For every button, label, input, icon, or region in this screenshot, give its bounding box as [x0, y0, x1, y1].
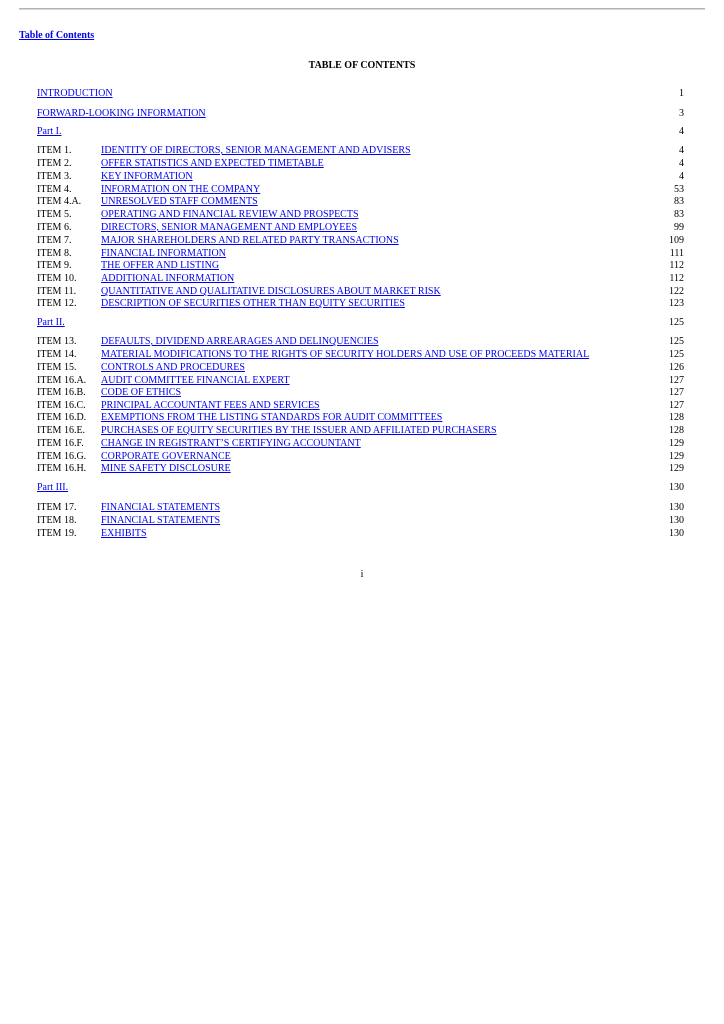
toc-row	[37, 87, 684, 100]
toc-row	[37, 144, 684, 157]
toc-page-number: 4	[679, 126, 684, 137]
toc-item-link[interactable]: QUANTITATIVE AND QUALITATIVE DISCLOSURES ABOUT MARKET RISK	[101, 286, 441, 297]
toc-item-number: ITEM 10.	[37, 273, 77, 284]
toc-item-link[interactable]: MINE SAFETY DISCLOSURE	[101, 463, 231, 474]
toc-item-number: ITEM 2.	[37, 158, 72, 169]
toc-row	[37, 514, 684, 527]
toc-row	[37, 437, 684, 450]
toc-page-number: 129	[669, 438, 684, 449]
toc-item-link[interactable]: CODE OF ETHICS	[101, 387, 182, 398]
toc-item-number: ITEM 16.F.	[37, 438, 84, 449]
toc-item-number: ITEM 5.	[37, 209, 72, 220]
toc-item-link[interactable]: AUDIT COMMITTEE FINANCIAL EXPERT	[101, 375, 290, 386]
toc-item-link[interactable]: FINANCIAL STATEMENTS	[101, 515, 221, 526]
toc-item-link[interactable]: UNRESOLVED STAFF COMMENTS	[101, 196, 258, 207]
toc-row	[37, 361, 684, 374]
toc-item-number: ITEM 6.	[37, 222, 72, 233]
toc-section-link[interactable]: Part II.	[37, 317, 65, 328]
toc-item-link[interactable]: IDENTITY OF DIRECTORS, SENIOR MANAGEMENT AND ADVISERS	[101, 145, 411, 156]
toc-page-number: 4	[679, 171, 684, 182]
toc-row	[37, 272, 684, 285]
toc-item-link[interactable]: DIRECTORS, SENIOR MANAGEMENT AND EMPLOYEES	[101, 222, 358, 233]
toc-row	[37, 208, 684, 221]
toc-section-link[interactable]: FORWARD-LOOKING INFORMATION	[37, 108, 206, 119]
toc-item-link[interactable]: THE OFFER AND LISTING	[101, 260, 220, 271]
toc-page-number: 109	[669, 235, 684, 246]
toc-row	[37, 481, 684, 494]
toc-page-number: 125	[669, 317, 684, 328]
toc-item-number: ITEM 11.	[37, 286, 77, 297]
toc-page-number: 3	[679, 108, 684, 119]
toc-page-number: 128	[669, 412, 684, 423]
toc-item-link[interactable]: INFORMATION ON THE COMPANY	[101, 184, 261, 195]
toc-item-link[interactable]: PRINCIPAL ACCOUNTANT FEES AND SERVICES	[101, 400, 320, 411]
toc-page-number: 125	[669, 336, 684, 347]
toc-row	[37, 170, 684, 183]
toc-row	[37, 386, 684, 399]
toc-row	[37, 221, 684, 234]
toc-item-link[interactable]: OPERATING AND FINANCIAL REVIEW AND PROSPECTS	[101, 209, 359, 220]
toc-row	[37, 348, 684, 361]
toc-item-link[interactable]: CORPORATE GOVERNANCE	[101, 451, 231, 462]
toc-row	[37, 234, 684, 247]
toc-item-number: ITEM 3.	[37, 171, 72, 182]
toc-item-link[interactable]: DEFAULTS, DIVIDEND ARREARAGES AND DELINQUENCIES	[101, 336, 379, 347]
toc-row	[37, 297, 684, 310]
toc-row	[37, 462, 684, 475]
toc-page-number: 127	[669, 375, 684, 386]
toc-page-number: 128	[669, 425, 684, 436]
toc-item-number: ITEM 19.	[37, 528, 77, 539]
toc-row	[37, 501, 684, 514]
toc-item-number: ITEM 16.A.	[37, 375, 87, 386]
toc-item-link[interactable]: FINANCIAL STATEMENTS	[101, 502, 221, 513]
toc-page-number: 4	[679, 145, 684, 156]
toc-item-number: ITEM 16.G.	[37, 451, 87, 462]
toc-row	[37, 125, 684, 138]
toc-page-number: 130	[669, 515, 684, 526]
toc-item-number: ITEM 16.H.	[37, 463, 87, 474]
toc-item-number: ITEM 16.B.	[37, 387, 86, 398]
toc-item-number: ITEM 14.	[37, 349, 77, 360]
toc-row	[37, 107, 684, 120]
toc-page-number: 127	[669, 387, 684, 398]
toc-item-link[interactable]: EXHIBITS	[101, 528, 147, 539]
toc-item-number: ITEM 9.	[37, 260, 72, 271]
toc-page-number: 1	[679, 88, 684, 99]
toc-item-link[interactable]: OFFER STATISTICS AND EXPECTED TIMETABLE	[101, 158, 324, 169]
toc-page-number: 112	[669, 273, 684, 284]
toc-item-number: ITEM 18.	[37, 515, 77, 526]
toc-row	[37, 195, 684, 208]
toc-item-link[interactable]: MATERIAL MODIFICATIONS TO THE RIGHTS OF SECURITY HOLDERS AND USE OF PROCEEDS MATERIAL	[101, 349, 590, 360]
toc-item-number: ITEM 7.	[37, 235, 72, 246]
toc-page-number: 126	[669, 362, 684, 373]
toc-item-link[interactable]: CHANGE IN REGISTRANT’S CERTIFYING ACCOUNTANT	[101, 438, 361, 449]
toc-page-number: 123	[669, 298, 684, 309]
toc-page-number: 83	[674, 209, 684, 220]
toc-page-number: 111	[669, 248, 684, 259]
toc-item-number: ITEM 13.	[37, 336, 77, 347]
toc-section-link[interactable]: INTRODUCTION	[37, 88, 113, 99]
toc-page-number: 99	[674, 222, 684, 233]
toc-row	[37, 424, 684, 437]
toc-row	[37, 157, 684, 170]
table-of-contents-link[interactable]: Table of Contents	[19, 30, 95, 41]
toc-page-number: 112	[669, 260, 684, 271]
toc-section-link[interactable]: Part III.	[37, 482, 69, 493]
toc-page-number: 127	[669, 400, 684, 411]
toc-item-number: ITEM 4.A.	[37, 196, 82, 207]
toc-item-number: ITEM 1.	[37, 145, 72, 156]
top-rule	[19, 8, 705, 10]
toc-item-number: ITEM 16.C.	[37, 400, 86, 411]
toc-section-link[interactable]: Part I.	[37, 126, 62, 137]
toc-item-number: ITEM 8.	[37, 248, 72, 259]
toc-item-number: ITEM 4.	[37, 184, 72, 195]
toc-item-link[interactable]: EXEMPTIONS FROM THE LISTING STANDARDS FOR AUDIT COMMITTEES	[101, 412, 443, 423]
toc-page-number: 122	[669, 286, 684, 297]
toc-row	[37, 316, 684, 329]
toc-item-link[interactable]: PURCHASES OF EQUITY SECURITIES BY THE ISSUER AND AFFILIATED PURCHASERS	[101, 425, 497, 436]
toc-item-number: ITEM 12.	[37, 298, 77, 309]
page-number: i	[360, 569, 364, 580]
toc-item-number: ITEM 17.	[37, 502, 77, 513]
toc-page-number: 130	[669, 528, 684, 539]
toc-row	[37, 259, 684, 272]
toc-page-number: 83	[674, 196, 684, 207]
toc-item-link[interactable]: FINANCIAL INFORMATION	[101, 248, 226, 259]
toc-page-number: 129	[669, 451, 684, 462]
toc-page-number: 4	[679, 158, 684, 169]
toc-row	[37, 411, 684, 424]
toc-item-link[interactable]: DESCRIPTION OF SECURITIES OTHER THAN EQUITY SECURITIES	[101, 298, 405, 309]
toc-page-number: 53	[674, 184, 684, 195]
toc-item-link[interactable]: KEY INFORMATION	[101, 171, 193, 182]
toc-item-number: ITEM 16.E.	[37, 425, 86, 436]
page-title: TABLE OF CONTENTS	[308, 60, 416, 71]
toc-item-link[interactable]: CONTROLS AND PROCEDURES	[101, 362, 245, 373]
toc-row	[37, 335, 684, 348]
toc-row	[37, 527, 684, 540]
toc-page-number: 129	[669, 463, 684, 474]
toc-item-number: ITEM 15.	[37, 362, 77, 373]
toc-page-number: 130	[669, 502, 684, 513]
toc-item-number: ITEM 16.D.	[37, 412, 87, 423]
toc-item-link[interactable]: MAJOR SHAREHOLDERS AND RELATED PARTY TRANSACTIONS	[101, 235, 399, 246]
toc-item-link[interactable]: ADDITIONAL INFORMATION	[101, 273, 235, 284]
toc-page-number: 130	[669, 482, 684, 493]
toc-page-number: 125	[669, 349, 684, 360]
